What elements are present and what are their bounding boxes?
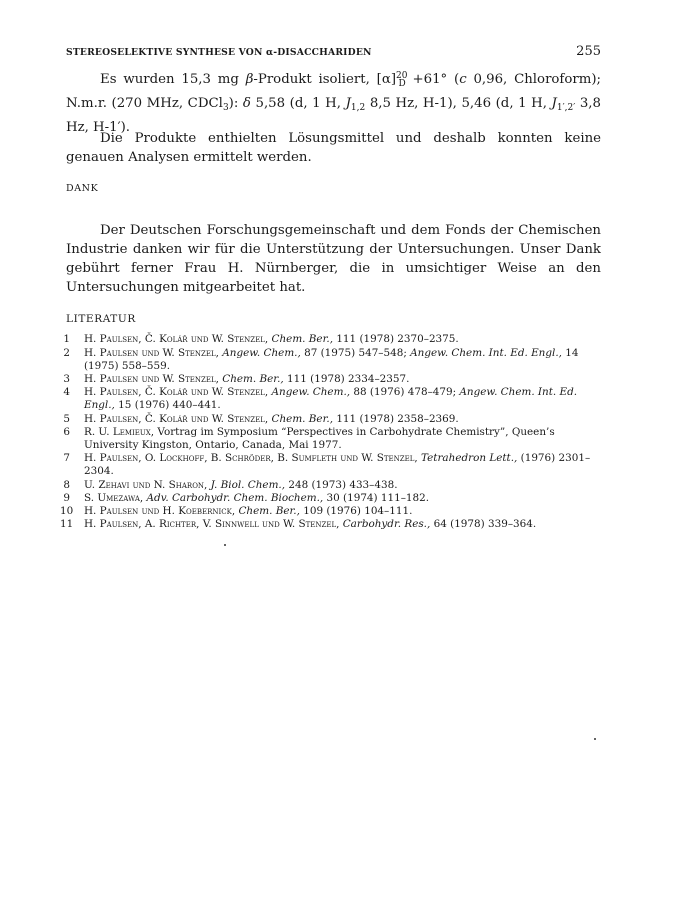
reference-item: 2 H. Paulsen und W. Stenzel, Angew. Chem., 87 (1975) 547–548; Angew. Chem. Int. Ed. Engl., 14 (1975) 558–559.: [60, 347, 600, 373]
page-number: 255: [576, 44, 601, 59]
running-header: [66, 45, 601, 61]
reference-number: 2: [63, 346, 70, 359]
reference-number: 7: [63, 452, 70, 465]
product-data-text: Es wurden 15,3 mg β-Produkt isoliert, $[\alpha]^{20}_D +61^\circ$ (c 0,96, Chloroform); N.m.r. (270 MHz, CDCl$_3$): δ 5,58 (d, 1 H, $J_{1,2}$ 8,5 Hz, H-1), 5,46 (d, 1 H, $J_{1',2'}$ 3,8 Hz, H-1′).: [66, 71, 601, 135]
reference-number: 5: [63, 412, 70, 425]
literatur-heading: LITERATUR: [66, 313, 136, 325]
reference-number: 1: [63, 333, 70, 345]
running-title: STEREOSELEKTIVE SYNTHESE VON α-DISACCHARIDEN: [66, 47, 372, 58]
reference-item: 6 R. U. Lemieux, Vortrag im Symposium “Perspectives in Carbohydrate Chemistry”, Queen’s University Kingston, Ontario, Canada, Mai 1977.: [60, 426, 600, 452]
acknowledgment-text: Der Deutschen Forschungsgemeinschaft und dem Fonds der Chemischen Industrie danken wir für die Unterstützung der Untersuchungen. Unser Dank gebührt ferner Frau H. Nürnberger, die in umsichtiger Weise an den Untersuchungen mitgearbeitet hat.: [66, 223, 601, 295]
analysis-note-paragraph: [66, 129, 601, 167]
reference-item: 4 H. Paulsen, Č. Kolář und W. Stenzel, Angew. Chem., 88 (1976) 478–479; Angew. Chem. Int. Ed. Engl., 15 (1976) 440–441.: [60, 386, 600, 412]
reference-number: 4: [63, 386, 70, 399]
reference-item: 3 H. Paulsen und W. Stenzel, Chem. Ber., 111 (1978) 2334–2357.: [60, 373, 600, 386]
reference-item: 10 H. Paulsen und H. Koebernick, Chem. Ber., 109 (1976) 104–111.: [60, 505, 413, 518]
reference-list: [60, 333, 600, 531]
reference-item: 8 U. Zehavi und N. Sharon, J. Biol. Chem., 248 (1973) 433–438.: [60, 479, 600, 492]
reference-number: 8: [63, 478, 70, 491]
reference-number: 9: [63, 491, 70, 504]
analysis-note-text: Die Produkte enthielten Lösungsmittel und deshalb konnten keine genauen Analysen ermittelt werden.: [66, 131, 601, 165]
reference-number: 10: [60, 505, 74, 518]
reference-number: 3: [63, 373, 70, 385]
reference-item: 9 S. Umezawa, Adv. Carbohydr. Chem. Biochem., 30 (1974) 111–182.: [60, 492, 600, 505]
dank-heading: DANK: [66, 183, 99, 194]
reference-number: 11: [60, 518, 74, 531]
reference-number: 6: [63, 425, 70, 438]
reference-item: 7 H. Paulsen, O. Lockhoff, B. Schröder, B. Sumfleth und W. Stenzel, Tetrahedron Lett., (1976) 2301–2304.: [60, 452, 600, 478]
reference-item: 11 H. Paulsen, A. Richter, V. Sinnwell und W. Stenzel, Carbohydr. Res., 64 (1978) 339–364.: [60, 518, 537, 531]
scan-speck: [594, 738, 596, 740]
acknowledgment-paragraph: [66, 221, 601, 297]
experimental-paragraph: [66, 67, 601, 137]
reference-item: 5 H. Paulsen, Č. Kolář und W. Stenzel, Chem. Ber., 111 (1978) 2358–2369.: [60, 413, 600, 426]
scan-speck: [224, 544, 226, 546]
reference-item: 1 H. Paulsen, Č. Kolář und W. Stenzel, Chem. Ber., 111 (1978) 2370–2375.: [60, 333, 600, 346]
